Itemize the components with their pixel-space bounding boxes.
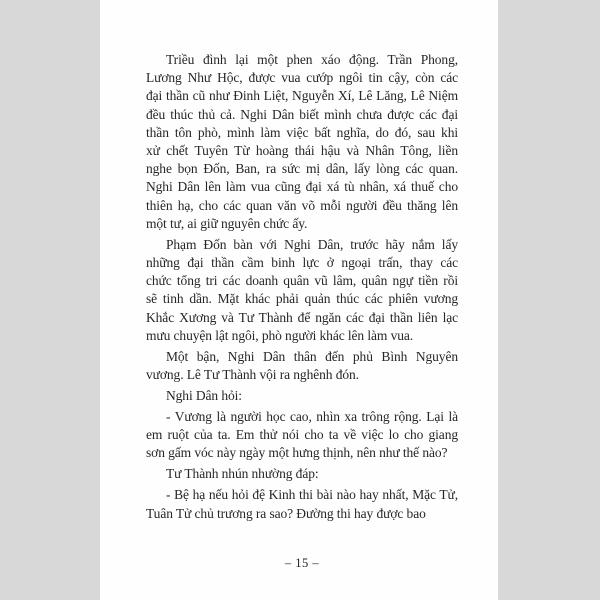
paragraph <box>146 465 458 483</box>
text-line: - Vương là người học cao, nhìn xa trông rộng. Lại là <box>166 409 458 425</box>
text-line: đại thần cũ như Đinh Liệt, Nguyễn Xí, Lê Lăng, Lê Niệm <box>146 88 458 104</box>
text-line: Nghi Dân lên làm vua cũng đại xá tù nhân, xá thuế cho <box>146 179 458 195</box>
paragraph <box>146 51 458 233</box>
paragraph <box>146 236 458 345</box>
paragraph <box>146 408 458 463</box>
text-line: chức tổng tri các doanh quân vũ lâm, quân ngự tiền rồi <box>146 273 458 289</box>
text-line: vương. Lê Tư Thành vội ra nghênh đón. <box>146 367 359 383</box>
text-line: thiên hạ, cho các quan văn võ mỗi người đều thăng lên <box>146 197 458 213</box>
text-line: Phạm Đốn bàn với Nghi Dân, trước hãy nắm lấy <box>166 236 458 252</box>
paragraph <box>146 387 458 405</box>
text-line: một tư, ai giữ nguyên chức ấy. <box>146 215 308 231</box>
text-line: Tư Thành nhún nhường đáp: <box>166 466 319 482</box>
text-line: thần tôn phò, mình làm việc bất nghĩa, do đó, sau khi <box>146 124 458 140</box>
page-text <box>146 51 458 526</box>
text-line: mưu chuyện lật ngôi, phò người khác lên làm vua. <box>146 327 414 343</box>
paragraph <box>146 348 458 384</box>
text-line: đều thúc thủ cả. Nghi Dân biết mình chưa được các đại <box>146 106 458 122</box>
text-line: Khắc Xương và Tư Thành để ngăn các đại thần liên lạc <box>146 309 458 325</box>
text-line: Lương Như Hộc, được vua cướp ngôi tin cậy, còn các <box>146 70 458 86</box>
paragraph <box>146 486 458 522</box>
book-page <box>100 0 498 600</box>
text-line: sẽ tinh dần. Mặt khác phải quản thúc các phiên vương <box>146 291 458 307</box>
text-line: Tuân Tử chủ trương ra sao? Đường thi hay được bao <box>146 505 426 521</box>
text-line: nghe bọn Đốn, Ban, ra sức mị dân, lấy lòng các quan. <box>146 161 458 177</box>
text-line: Nghi Dân hỏi: <box>166 388 242 404</box>
text-line: em ruột của ta. Em thử nói cho ta về việc lo cho giang <box>146 427 458 443</box>
background-left-strip <box>0 0 100 600</box>
text-line: những đại thần cầm binh lực ở ngoại trấn, thay các <box>146 255 458 271</box>
page-number: – 15 – <box>284 556 320 570</box>
text-line: xử chết Tuyên Từ hoàng thái hậu và Nhân Tông, liền <box>146 143 458 159</box>
text-line: Triều đình lại một phen xáo động. Trần Phong, <box>166 52 458 67</box>
text-line: sơn gấm vóc này ngày một hưng thịnh, nên như thế nào? <box>146 445 448 461</box>
text-line: - Bệ hạ nếu hỏi đệ Kinh thi bài nào hay nhất, Mặc Tử, <box>166 487 458 503</box>
text-line: Một bận, Nghi Dân thân đến phủ Bình Nguyên <box>166 348 458 364</box>
background-right-strip <box>498 0 600 600</box>
